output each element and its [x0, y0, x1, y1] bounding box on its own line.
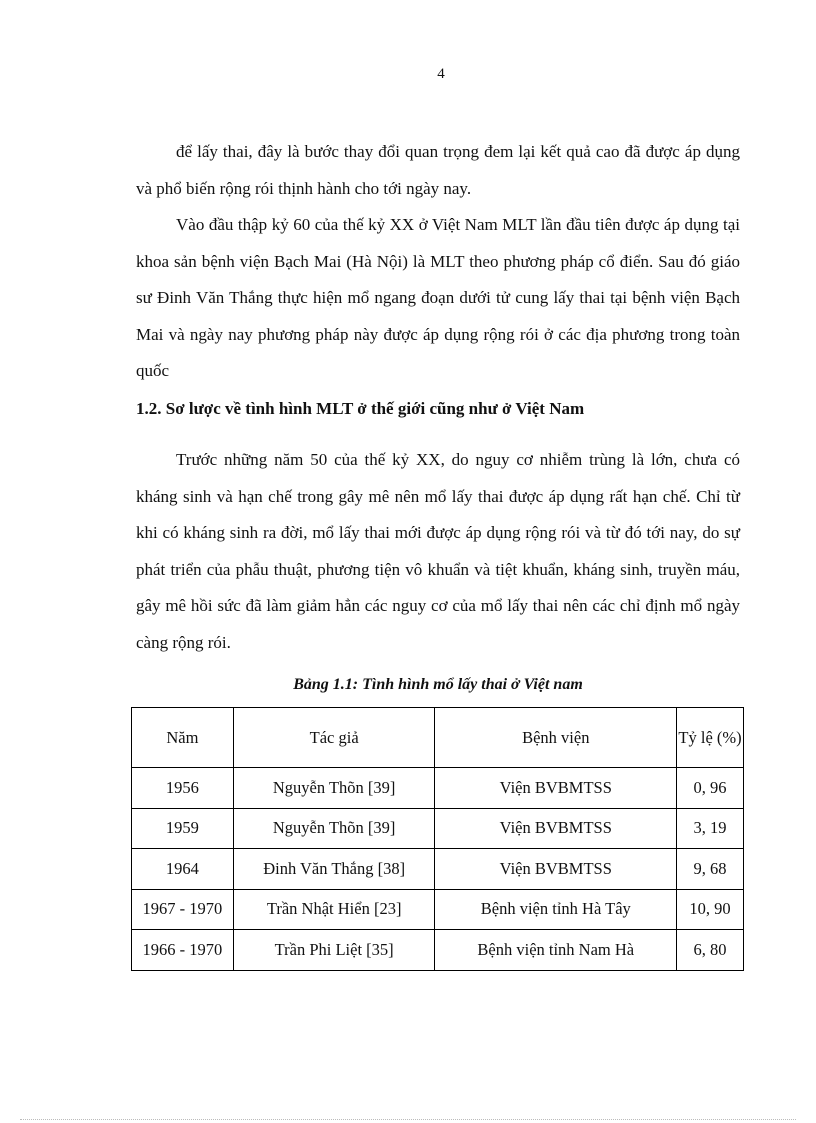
cell-author: Trần Phi Liệt [35] [233, 930, 435, 971]
cell-hospital: Viện BVBMTSS [435, 808, 677, 849]
cell-year: 1966 - 1970 [132, 930, 234, 971]
cell-rate: 10, 90 [677, 889, 744, 930]
cell-rate: 3, 19 [677, 808, 744, 849]
page-number: 4 [437, 66, 445, 82]
cell-year: 1959 [132, 808, 234, 849]
header-author: Tác giả [233, 708, 435, 768]
header-rate: Tỷ lệ (%) [677, 708, 744, 768]
table-row [132, 768, 744, 809]
cell-year: 1956 [132, 768, 234, 809]
table-row [132, 889, 744, 930]
cell-author: Nguyễn Thõn [39] [233, 768, 435, 809]
cell-year: 1967 - 1970 [132, 889, 234, 930]
paragraph-text: để lấy thai, đây là bước thay đổi quan trọng đem lại kết quả cao đã được áp dụng và phổ biến rộng rói thịnh hành cho tới ngày nay. [136, 142, 740, 198]
cell-author: Đinh Văn Thắng [38] [233, 849, 435, 890]
cell-rate: 9, 68 [677, 849, 744, 890]
cell-author: Trần Nhật Hiển [23] [233, 889, 435, 930]
paragraph-3 [136, 442, 740, 661]
table-row [132, 808, 744, 849]
header-hospital: Bệnh viện [435, 708, 677, 768]
page-bottom-rule [20, 1119, 796, 1120]
cell-hospital: Bệnh viện tỉnh Hà Tây [435, 889, 677, 930]
cell-hospital: Viện BVBMTSS [435, 849, 677, 890]
table-caption: Bảng 1.1: Tình hình mổ lấy thai ở Việt nam [293, 676, 583, 693]
cesarean-rate-table [131, 707, 744, 971]
table-row [132, 849, 744, 890]
cell-rate: 0, 96 [677, 768, 744, 809]
section-heading: 1.2. Sơ lược về tình hình MLT ở thế giới cũng như ở Việt Nam [136, 399, 585, 418]
cell-hospital: Viện BVBMTSS [435, 768, 677, 809]
cell-rate: 6, 80 [677, 930, 744, 971]
cell-hospital: Bệnh viện tỉnh Nam Hà [435, 930, 677, 971]
header-year: Năm [132, 708, 234, 768]
table-row [132, 930, 744, 971]
paragraph-2 [136, 207, 740, 390]
cell-author: Nguyễn Thõn [39] [233, 808, 435, 849]
paragraph-text: Vào đầu thập kỷ 60 của thế kỷ XX ở Việt Nam MLT lần đầu tiên được áp dụng tại khoa sản bệnh viện Bạch Mai (Hà Nội) là MLT theo phương pháp cổ điển. Sau đó giáo sư Đinh Văn Thắng thực hiện mổ ngang đoạn dưới tử cung lấy thai tại bệnh viện Bạch Mai và ngày nay phương pháp này được áp dụng rộng rói ở các địa phương trong toàn quốc [136, 215, 740, 380]
cell-year: 1964 [132, 849, 234, 890]
table-header-row [132, 708, 744, 768]
paragraph-1 [136, 134, 740, 207]
paragraph-text: Trước những năm 50 của thế kỷ XX, do nguy cơ nhiễm trùng là lớn, chưa có kháng sinh và hạn chế trong gây mê nên mổ lấy thai được áp dụng rất hạn chế. Chỉ từ khi có kháng sinh ra đời, mổ lấy thai mới được áp dụng rộng rói và từ đó tới nay, do sự phát triển của phẫu thuật, phương tiện vô khuẩn và tiệt khuẩn, kháng sinh, truyền máu, gây mê hồi sức đã làm giảm hẳn các nguy cơ của mổ lấy thai nên các chỉ định mổ ngày càng rộng rói. [136, 450, 740, 652]
